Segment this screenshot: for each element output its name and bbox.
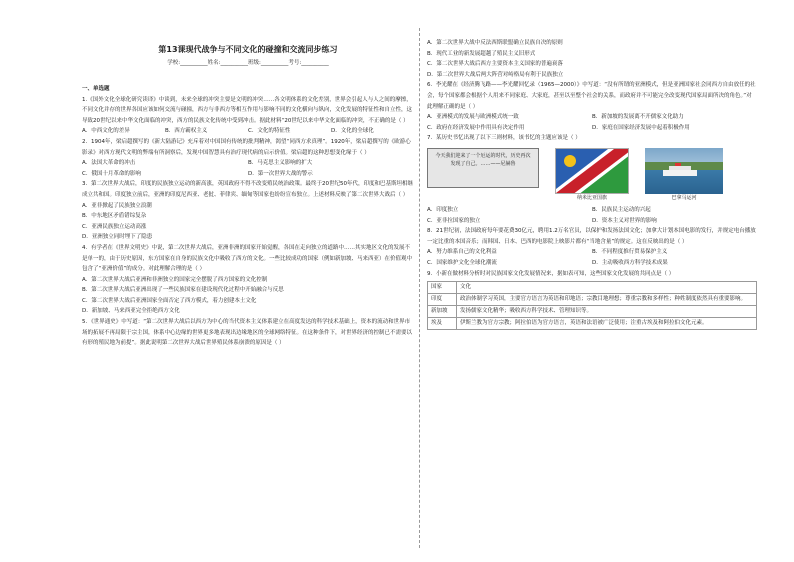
table-row bbox=[428, 318, 757, 330]
option[interactable]: B．不同程度推行贸易保护主义 bbox=[592, 249, 668, 256]
flag-caption: 纳米比亚国旗 bbox=[576, 194, 607, 201]
option[interactable]: A．亚非掀起了民族独立浪潮 bbox=[82, 202, 152, 209]
question-1: 1.《国外文化全球化研究读译》中谈到，未来全球的冲突主要是文明的冲突……各文明体系的文化差别，世界会引起人与人之间的摩擦，不同文化并存的世界各国应该如何交流与碰撞，西方与非西方等相互作用与影响不同的文化横向与纵向，文化发展的特征性和自立性，这导致20世纪以来中华文化面临的冲突，西方的民族文化传统中受到冲击。据此材料“20世纪以来中华文化面临的冲突，不正确的是（ ） bbox=[82, 96, 413, 124]
table-cell: 新加坡 bbox=[428, 306, 457, 318]
option[interactable]: C．第二次世界大战后亚洲国家全面否定了西方模式，着力创建本土文化 bbox=[82, 297, 257, 304]
canal-figure bbox=[645, 148, 723, 203]
option[interactable]: B．马克思主义影响的扩大 bbox=[248, 160, 313, 167]
ship-caption: 巴拿马运河 bbox=[671, 194, 697, 201]
option[interactable]: C．政府在经济发展中作用具有决定作用 bbox=[427, 124, 525, 131]
flag-figure bbox=[555, 148, 629, 203]
table-cell: 埃及 bbox=[428, 318, 457, 330]
question-9: 9．小新在做材料分析时对民族国家文化发展情况来，据如表可知，这些国家文化发展的共同点是（ ） bbox=[427, 270, 675, 277]
table-cell: 文化 bbox=[457, 282, 757, 294]
option[interactable]: A．第二次世界大战中反法西斯联盟确立民族自决的原则 bbox=[427, 40, 563, 46]
option[interactable]: A．第二次世界大战后亚洲和非洲独立的国家完全摆脱了西方国家的文化控制 bbox=[82, 276, 268, 283]
option[interactable]: C．第二次世界大战后西方主要资本主义国家的普遍衰落 bbox=[427, 61, 563, 68]
option[interactable]: C．文化的特征性 bbox=[248, 128, 291, 135]
question-4: 4．有学者在《世界文明史》中说，第二次世界大战后，亚洲非洲的国家开始觉醒，各国在走向独立的道路中……其实地区文化的发展不是单一的，由于历史原因，东方国家在自身的民族文化中吸收了西方的文化。一些比较成功的国家（例如新加坡、马来西亚）在价值观中包含了“亚洲价值”的成分。对此理解合理的是（ ） bbox=[82, 244, 413, 273]
question-2: 2．1904年，梁启超撰写的《新大陆游记》充斥着对中国国有传统的批判精神，渴望“同西方求真理”。1920年，梁启超撰写的《欧游心影录》对西方现代文明的弊端有所洞察后，发现中国智慧具有治疗现代病的启示价值。梁启超的这种思想变化缘于（ ） bbox=[82, 138, 411, 156]
page-title: 第13课现代战争与不同文化的碰撞和交流同步练习 bbox=[158, 45, 338, 54]
option[interactable]: A．努力维系自己的文化利益 bbox=[427, 249, 497, 256]
question-8-options bbox=[427, 247, 757, 268]
right-column bbox=[427, 38, 757, 330]
question-6: 6．李光耀在《经济腾飞路——李光耀回忆录（1965—2000）》中写道：“没有所谓的亚洲模式，但是亚洲国家社会同西方自由放任的社会，每个国家都会根据个人用来不同家庭、大家庭，甚至以至整个社会的关系，而政府并不可能完全改变现代国家局面所决的角色。”对此理解正确的是（ ） bbox=[427, 82, 756, 110]
question-1-options bbox=[82, 126, 414, 137]
option[interactable]: C．国家维护文化全球化潮流 bbox=[427, 259, 497, 266]
option[interactable]: B．现代工业的新发展超越了殖民主义旧形式 bbox=[427, 50, 536, 57]
table-cell: 国家 bbox=[428, 282, 457, 294]
option[interactable]: D．新加坡、马来西亚完全拒绝西方文化 bbox=[82, 308, 180, 315]
option[interactable]: A．印度独立 bbox=[427, 206, 459, 213]
option[interactable]: B．第二次世界大战后亚洲出现了一些民族国家在建设现代化过程中开始融合与反思 bbox=[82, 287, 284, 294]
option[interactable]: D．文化的全球化 bbox=[331, 128, 374, 135]
table-row bbox=[428, 306, 757, 318]
question-8: 8．21世纪初，法国政府每年要花费30亿元，聘用1.2万名官员，以保护和发扬法国文化；加拿大计划本国电影的发行，并规定电台播放一定比重的本国音乐；而韩国、日本、巴西的电影院上映影片都有“当地含量”的规定。这在反映出的是（ ） bbox=[427, 228, 756, 245]
question-6-options bbox=[427, 112, 757, 133]
question-7-figures bbox=[427, 148, 757, 203]
table-row bbox=[428, 282, 757, 294]
student-info-line: 学校:__________姓名:__________班级:__________考号:__________ bbox=[167, 60, 329, 66]
question-7: 7．某历史书忆出现了以下三则材料，该书忆的主题应该是（ ） bbox=[427, 135, 581, 142]
option[interactable]: B．民族民主运动的兴起 bbox=[592, 206, 651, 213]
table-cell: 发扬儒家文化精华；吸收西方科学技术、管理知识等。 bbox=[457, 306, 757, 318]
option[interactable]: B．西方霸权主义 bbox=[165, 128, 208, 135]
question-2-options bbox=[82, 158, 414, 179]
option[interactable]: B．新加坡的发展离不开儒家文化助力 bbox=[592, 114, 684, 121]
column-divider bbox=[419, 28, 420, 548]
option[interactable]: D．家庭在国家经济发展中起着积极作用 bbox=[592, 124, 690, 131]
question-5: 5．《世界通史》中写道：“第二次世界大战后以西方为中心的当代资本主义体系建立在高度发达的科学技术基础上，资本的流动和世界市场的拓展不再局限于宗主国，体系中心边缘的世界更多地表现出边缘地区的全球网络特征。在这种条件下，对世界经济的控制已不需要以有形的殖民地为前提”。据此说明第二次世界大战后世界殖民体系崩溃的原因是（ ） bbox=[82, 319, 413, 347]
section-heading: 一、单选题 bbox=[82, 86, 110, 92]
namibia-flag-image bbox=[555, 148, 629, 194]
left-column bbox=[82, 84, 414, 349]
option[interactable]: D．第一次世界大战的警示 bbox=[248, 170, 313, 177]
option[interactable]: A．亚洲模式的发展与欧洲模式统一致 bbox=[427, 114, 519, 121]
table-cell: 伊斯兰教为官方宗教；阿拉伯语为官方语言，英语和法语被广泛使用；注重古埃及和阿拉伯文化元素。 bbox=[457, 318, 757, 330]
table-cell: 印度 bbox=[428, 294, 457, 306]
namibia-flag-svg bbox=[556, 149, 629, 194]
option[interactable]: D．亚洲独立同时埋下了隐患 bbox=[82, 234, 153, 241]
option[interactable]: D．主动吸收西方科学技术成果 bbox=[592, 259, 668, 266]
quote-box: 今天我们迎来了一个厄运的时代，历史再次发现了自己。……——尼赫鲁 bbox=[427, 148, 539, 188]
option[interactable]: C．俄国十月革命的影响 bbox=[82, 170, 141, 177]
table-row bbox=[428, 294, 757, 306]
ship-svg bbox=[645, 148, 723, 194]
option[interactable]: C．亚非拉国家的独立 bbox=[427, 217, 481, 224]
option[interactable]: B．中东地区矛盾错综复杂 bbox=[82, 213, 147, 220]
table-cell: 政治体制学习英国，主要官方语言为英语和印地语；宗教目地理想；尊重宗教和多样性；种姓制度依然具有重要影响。 bbox=[457, 294, 757, 306]
option[interactable]: D．第二次世界大战后两大阵营对峙格局有利于民族独立 bbox=[427, 71, 564, 78]
option[interactable]: A．中西文化的差异 bbox=[82, 128, 130, 135]
question-7-options bbox=[427, 205, 757, 226]
option[interactable]: D．资本主义对世界的影响 bbox=[592, 217, 657, 224]
option[interactable]: C．亚洲民族独立运动高涨 bbox=[82, 223, 147, 230]
panama-canal-image bbox=[645, 148, 723, 194]
question-3: 3．第二次世界大战后，印度的民族独立运动的新高涨，英国政府不得不改变殖民统治政策。最终于20世纪50年代，印度和巴基斯坦相继成立共和国。印度独立前后，亚洲的印度尼西亚、老挝、菲律宾、缅甸等国家也纷纷宣布独立。上述材料反映了第二次世界大战后（ ） bbox=[82, 181, 414, 198]
culture-table bbox=[427, 281, 757, 330]
option[interactable]: A．法国大革命的冲击 bbox=[82, 160, 136, 167]
